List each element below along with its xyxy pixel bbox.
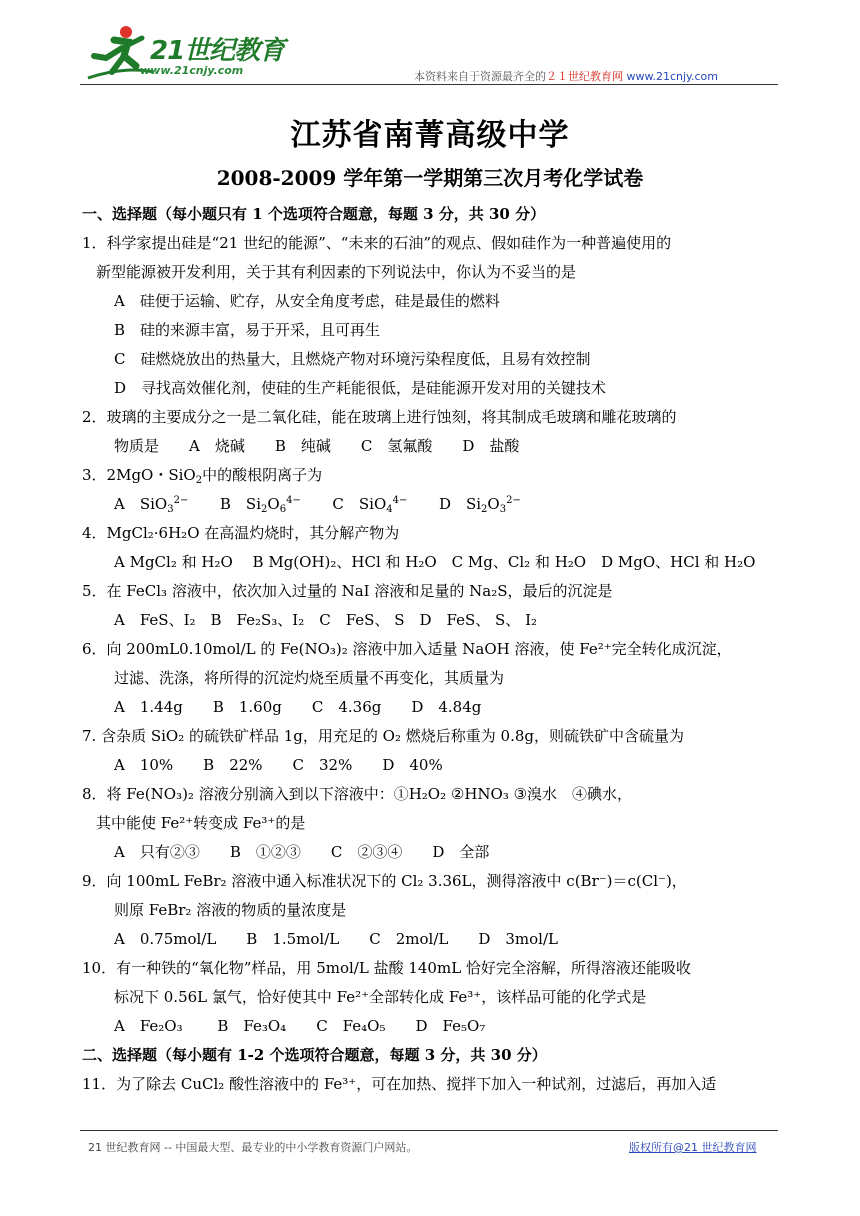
logo-url: www.21cnjy.com [140,64,244,77]
q3-option-b: B Si [219,495,262,513]
q6-options: A 1.44g B 1.60g C 4.36g D 4.84g [114,698,482,716]
section-1-heading: 一、选择题（每小题只有 1 个选项符合题意，每题 3 分，共 30 分） [82,205,546,223]
q8-stem-line2: 其中能使 Fe²⁺转变成 Fe³⁺的是 [96,814,306,832]
q6-stem-line1: 6．向 200mL0.10mol/L 的 Fe(NO₃)₂ 溶液中加入适量 NaOH 溶液，使 Fe²⁺完全转化成沉淀， [82,640,732,658]
q3-stem: 3．2MgO・SiO$_2$中的酸根阴离子为 [82,466,323,486]
q2-stem-line1: 2．玻璃的主要成分之一是二氧化硅，能在玻璃上进行蚀刻，将其制成毛玻璃和雕花玻璃的 [82,408,677,426]
q7-stem: 7. 含杂质 SiO₂ 的硫铁矿样品 1g，用充足的 O₂ 燃烧后称重为 0.8g，则硫铁矿中含硫量为 [82,727,684,745]
q10-stem-line1: 10．有一种铁的“氧化物”样品，用 5mol/L 盐酸 140mL 恰好完全溶解，所得溶液还能吸收 [82,959,691,977]
q1-stem-line1: 1．科学家提出硅是“21 世纪的能源”、“未来的石油”的观点、假如硅作为一种普遍使用的 [82,234,672,252]
q4-stem: 4．MgCl₂·6H₂O 在高温灼烧时，其分解产物为 [82,524,400,542]
header-note-prefix: 本资料来自于资源最齐全的 [414,70,546,83]
section-2-heading: 二、选择题（每小题有 1-2 个选项符合题意，每题 3 分，共 30 分） [82,1046,547,1064]
footer-text: 21 世纪教育网 -- 中国最大型、最专业的中小学教育资源门户网站。 [88,1141,418,1154]
q1-option-a: A 硅便于运输、贮存，从安全角度考虑，硅是最佳的燃料 [114,292,500,310]
q8-stem-line1: 8．将 Fe(NO₃)₂ 溶液分别滴入到以下溶液中：①H₂O₂ ②HNO₃ ③溴水 ④碘水， [82,785,633,803]
q8-options: A 只有②③ B ①②③ C ②③④ D 全部 [114,843,490,861]
q9-stem-line2: 则原 FeBr₂ 溶液的物质的量浓度是 [114,901,347,919]
q5-stem: 5．在 FeCl₃ 溶液中，依次加入过量的 NaI 溶液和足量的 Na₂S，最后的沉淀是 [82,582,613,600]
footer-copyright-link[interactable]: 版权所有@21 世纪教育网 [629,1141,757,1154]
q2-stem-line2: 物质是 A 烧碱 B 纯碱 C 氢氟酸 D 盐酸 [114,437,520,455]
footer-divider [80,1130,778,1131]
q3-option-c: C SiO [332,495,387,513]
q1-option-d: D 寻找高效催化剂，使硅的生产耗能很低，是硅能源开发对用的关键技术 [114,379,607,397]
q1-option-b: B 硅的来源丰富，易于开采，且可再生 [114,321,381,339]
q9-options: A 0.75mol/L B 1.5mol/L C 2mol/L D 3mol/L [114,930,558,948]
q1-option-c: C 硅燃烧放出的热量大，且燃烧产物对环境污染程度低，且易有效控制 [114,350,591,368]
header-note-link[interactable]: www.21cnjy.com [626,70,718,83]
q11-stem: 11．为了除去 CuCl₂ 酸性溶液中的 Fe³⁺，可在加热、搅拌下加入一种试剂，过滤后，再加入适 [82,1075,717,1093]
q4-options: A MgCl₂ 和 H₂O B Mg(OH)₂、HCl 和 H₂O C Mg、Cl₂ 和 H₂O D MgO、HCl 和 H₂O [114,553,756,571]
header-note [414,68,718,84]
q5-options: A FeS、I₂ B Fe₂S₃、I₂ C FeS、 S D FeS、 S、 I₂ [114,611,538,629]
school-title: 江苏省南菁高级中学 [290,118,570,153]
exam-title: 2008-2009 学年第一学期第三次月考化学试卷 [216,166,644,190]
q3-option-a: A SiO [114,495,168,513]
q3-option-d: D Si [438,495,482,513]
q3-stem-b: 中的酸根阴离子为 [202,466,323,484]
q10-stem-line2: 标况下 0.56L 氯气，恰好使其中 Fe²⁺全部转化成 Fe³⁺，该样品可能的化学式是 [114,988,647,1006]
q3-stem-a: 3．2MgO・SiO [82,466,196,484]
header-divider [80,84,778,85]
q3-options: A SiO$_3^{2-}$ B $Si_2O_6^{4-}$ C SiO$_4^{4-}$ D $Si_2O_3^{2-}$ [114,495,521,515]
header-note-highlight: ２１世纪教育网 [546,70,623,83]
q9-stem-line1: 9．向 100mL FeBr₂ 溶液中通入标准状况下的 Cl₂ 3.36L，测得溶液中 c(Br⁻)＝c(Cl⁻)， [82,872,687,890]
q7-options: A 10% B 22% C 32% D 40% [114,756,443,774]
q10-options: A Fe₂O₃ B Fe₃O₄ C Fe₄O₅ D Fe₅O₇ [114,1017,486,1035]
q6-stem-line2: 过滤、洗涤，将所得的沉淀灼烧至质量不再变化，其质量为 [114,669,505,687]
logo-text: 21世纪教育 [150,36,285,66]
q1-stem-line2: 新型能源被开发利用，关于其有利因素的下列说法中，你认为不妥当的是 [96,263,577,281]
